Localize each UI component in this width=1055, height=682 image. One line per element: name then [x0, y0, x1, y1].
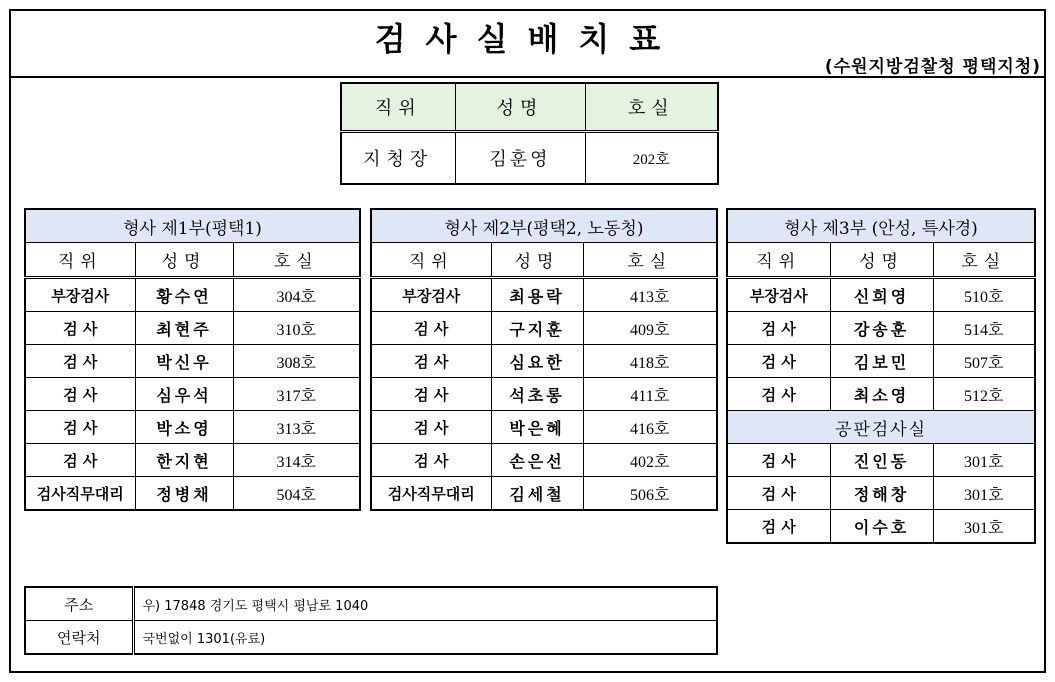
staff-room: 301호: [933, 510, 1035, 544]
staff-position: 검 사: [727, 312, 830, 345]
staff-name: 한지현: [135, 444, 233, 477]
col-header-position: 직위: [25, 243, 135, 278]
staff-room: 402호: [583, 444, 717, 477]
staff-position: 검 사: [25, 312, 135, 345]
page-subtitle: (수원지방검찰청 평택지청): [824, 57, 1041, 77]
staff-name: 김세철: [491, 477, 583, 511]
staff-position: 검사직무대리: [371, 477, 491, 511]
staff-row: [727, 477, 1035, 510]
contact-row: [25, 621, 717, 655]
col-header-position: 직위: [341, 83, 455, 132]
staff-row: [727, 312, 1035, 345]
staff-room: 310호: [233, 312, 360, 345]
col-header-name: 성명: [455, 83, 585, 132]
staff-row: [25, 345, 360, 378]
staff-room: 301호: [933, 477, 1035, 510]
col-header-name: 성명: [830, 243, 933, 278]
staff-position: 검 사: [727, 378, 830, 411]
staff-name: 손은선: [491, 444, 583, 477]
staff-position: 검 사: [25, 378, 135, 411]
col-header-room: 호실: [583, 243, 717, 278]
dept1-table: [24, 208, 361, 511]
staff-room: 514호: [933, 312, 1035, 345]
dept3-title: 형사 제3부 (안성, 특사경): [727, 209, 1035, 243]
address-label: 주소: [25, 587, 133, 621]
chief-row: [341, 132, 718, 185]
dept2-table: [370, 208, 718, 511]
staff-name: 최소영: [830, 378, 933, 411]
staff-position: 검사직무대리: [25, 477, 135, 511]
staff-row: [25, 444, 360, 477]
contact-value: 국번없이 1301(유료): [133, 621, 717, 655]
staff-room: 504호: [233, 477, 360, 511]
staff-position: 검 사: [25, 444, 135, 477]
trial-section-title: 공판검사실: [727, 411, 1035, 444]
staff-row: [727, 345, 1035, 378]
staff-row: [727, 510, 1035, 544]
col-header-name: 성명: [491, 243, 583, 278]
chief-header-row: [341, 83, 718, 132]
staff-name: 정해창: [830, 477, 933, 510]
staff-name: 신희영: [830, 278, 933, 312]
staff-name: 최용락: [491, 278, 583, 312]
staff-room: 413호: [583, 278, 717, 312]
staff-row: [371, 444, 717, 477]
staff-row: [371, 312, 717, 345]
staff-position: 검 사: [25, 411, 135, 444]
contact-info-table: [24, 586, 718, 655]
staff-room: 507호: [933, 345, 1035, 378]
staff-room: 313호: [233, 411, 360, 444]
staff-name: 박소영: [135, 411, 233, 444]
staff-room: 304호: [233, 278, 360, 312]
staff-name: 황수연: [135, 278, 233, 312]
staff-name: 심우석: [135, 378, 233, 411]
dept1-title: 형사 제1부(평택1): [25, 209, 360, 243]
dept1-header-row: [25, 243, 360, 278]
staff-room: 416호: [583, 411, 717, 444]
staff-position: 검 사: [727, 444, 830, 477]
chief-name: 김훈영: [455, 132, 585, 185]
col-header-room: 호실: [233, 243, 360, 278]
staff-name: 심요한: [491, 345, 583, 378]
title-divider: [11, 76, 1044, 78]
address-row: [25, 587, 717, 621]
staff-row: [371, 378, 717, 411]
col-header-room: 호실: [585, 83, 718, 132]
dept3-table: [726, 208, 1036, 544]
chief-room: 202호: [585, 132, 718, 185]
staff-room: 301호: [933, 444, 1035, 477]
staff-room: 512호: [933, 378, 1035, 411]
staff-room: 510호: [933, 278, 1035, 312]
staff-row: [25, 278, 360, 312]
staff-position: 검 사: [727, 345, 830, 378]
staff-position: 부장검사: [25, 278, 135, 312]
staff-room: 418호: [583, 345, 717, 378]
staff-row: [371, 278, 717, 312]
staff-name: 김보민: [830, 345, 933, 378]
staff-row: [25, 312, 360, 345]
dept3-header-row: [727, 243, 1035, 278]
staff-row: [371, 411, 717, 444]
staff-position: 검 사: [371, 411, 491, 444]
staff-row: [727, 378, 1035, 411]
staff-row: [25, 411, 360, 444]
staff-row: [727, 444, 1035, 477]
chief-position: 지청장: [341, 132, 455, 185]
dept2-title: 형사 제2부(평택2, 노동청): [371, 209, 717, 243]
staff-room: 308호: [233, 345, 360, 378]
staff-name: 최현주: [135, 312, 233, 345]
staff-room: 317호: [233, 378, 360, 411]
dept2-header-row: [371, 243, 717, 278]
staff-room: 506호: [583, 477, 717, 511]
page-title: 검사실배치표: [374, 20, 681, 58]
staff-position: 검 사: [371, 345, 491, 378]
staff-room: 411호: [583, 378, 717, 411]
staff-name: 박은혜: [491, 411, 583, 444]
staff-row: [727, 278, 1035, 312]
staff-row: [25, 477, 360, 511]
col-header-position: 직위: [727, 243, 830, 278]
staff-position: 검 사: [371, 312, 491, 345]
staff-position: 검 사: [727, 477, 830, 510]
staff-position: 검 사: [371, 378, 491, 411]
col-header-name: 성명: [135, 243, 233, 278]
staff-row: [371, 345, 717, 378]
contact-label: 연락처: [25, 621, 133, 655]
staff-name: 강송훈: [830, 312, 933, 345]
chief-table: [340, 82, 719, 185]
staff-position: 부장검사: [371, 278, 491, 312]
staff-row: [25, 378, 360, 411]
col-header-room: 호실: [933, 243, 1035, 278]
staff-position: 검 사: [25, 345, 135, 378]
staff-name: 박신우: [135, 345, 233, 378]
staff-row: [371, 477, 717, 511]
staff-name: 구지훈: [491, 312, 583, 345]
col-header-position: 직위: [371, 243, 491, 278]
staff-room: 409호: [583, 312, 717, 345]
staff-room: 314호: [233, 444, 360, 477]
staff-position: 부장검사: [727, 278, 830, 312]
staff-name: 진인동: [830, 444, 933, 477]
staff-position: 검 사: [371, 444, 491, 477]
staff-name: 이수호: [830, 510, 933, 544]
address-value: 우) 17848 경기도 평택시 평남로 1040: [133, 587, 717, 621]
staff-position: 검 사: [727, 510, 830, 544]
staff-name: 석초롱: [491, 378, 583, 411]
staff-name: 정병채: [135, 477, 233, 511]
